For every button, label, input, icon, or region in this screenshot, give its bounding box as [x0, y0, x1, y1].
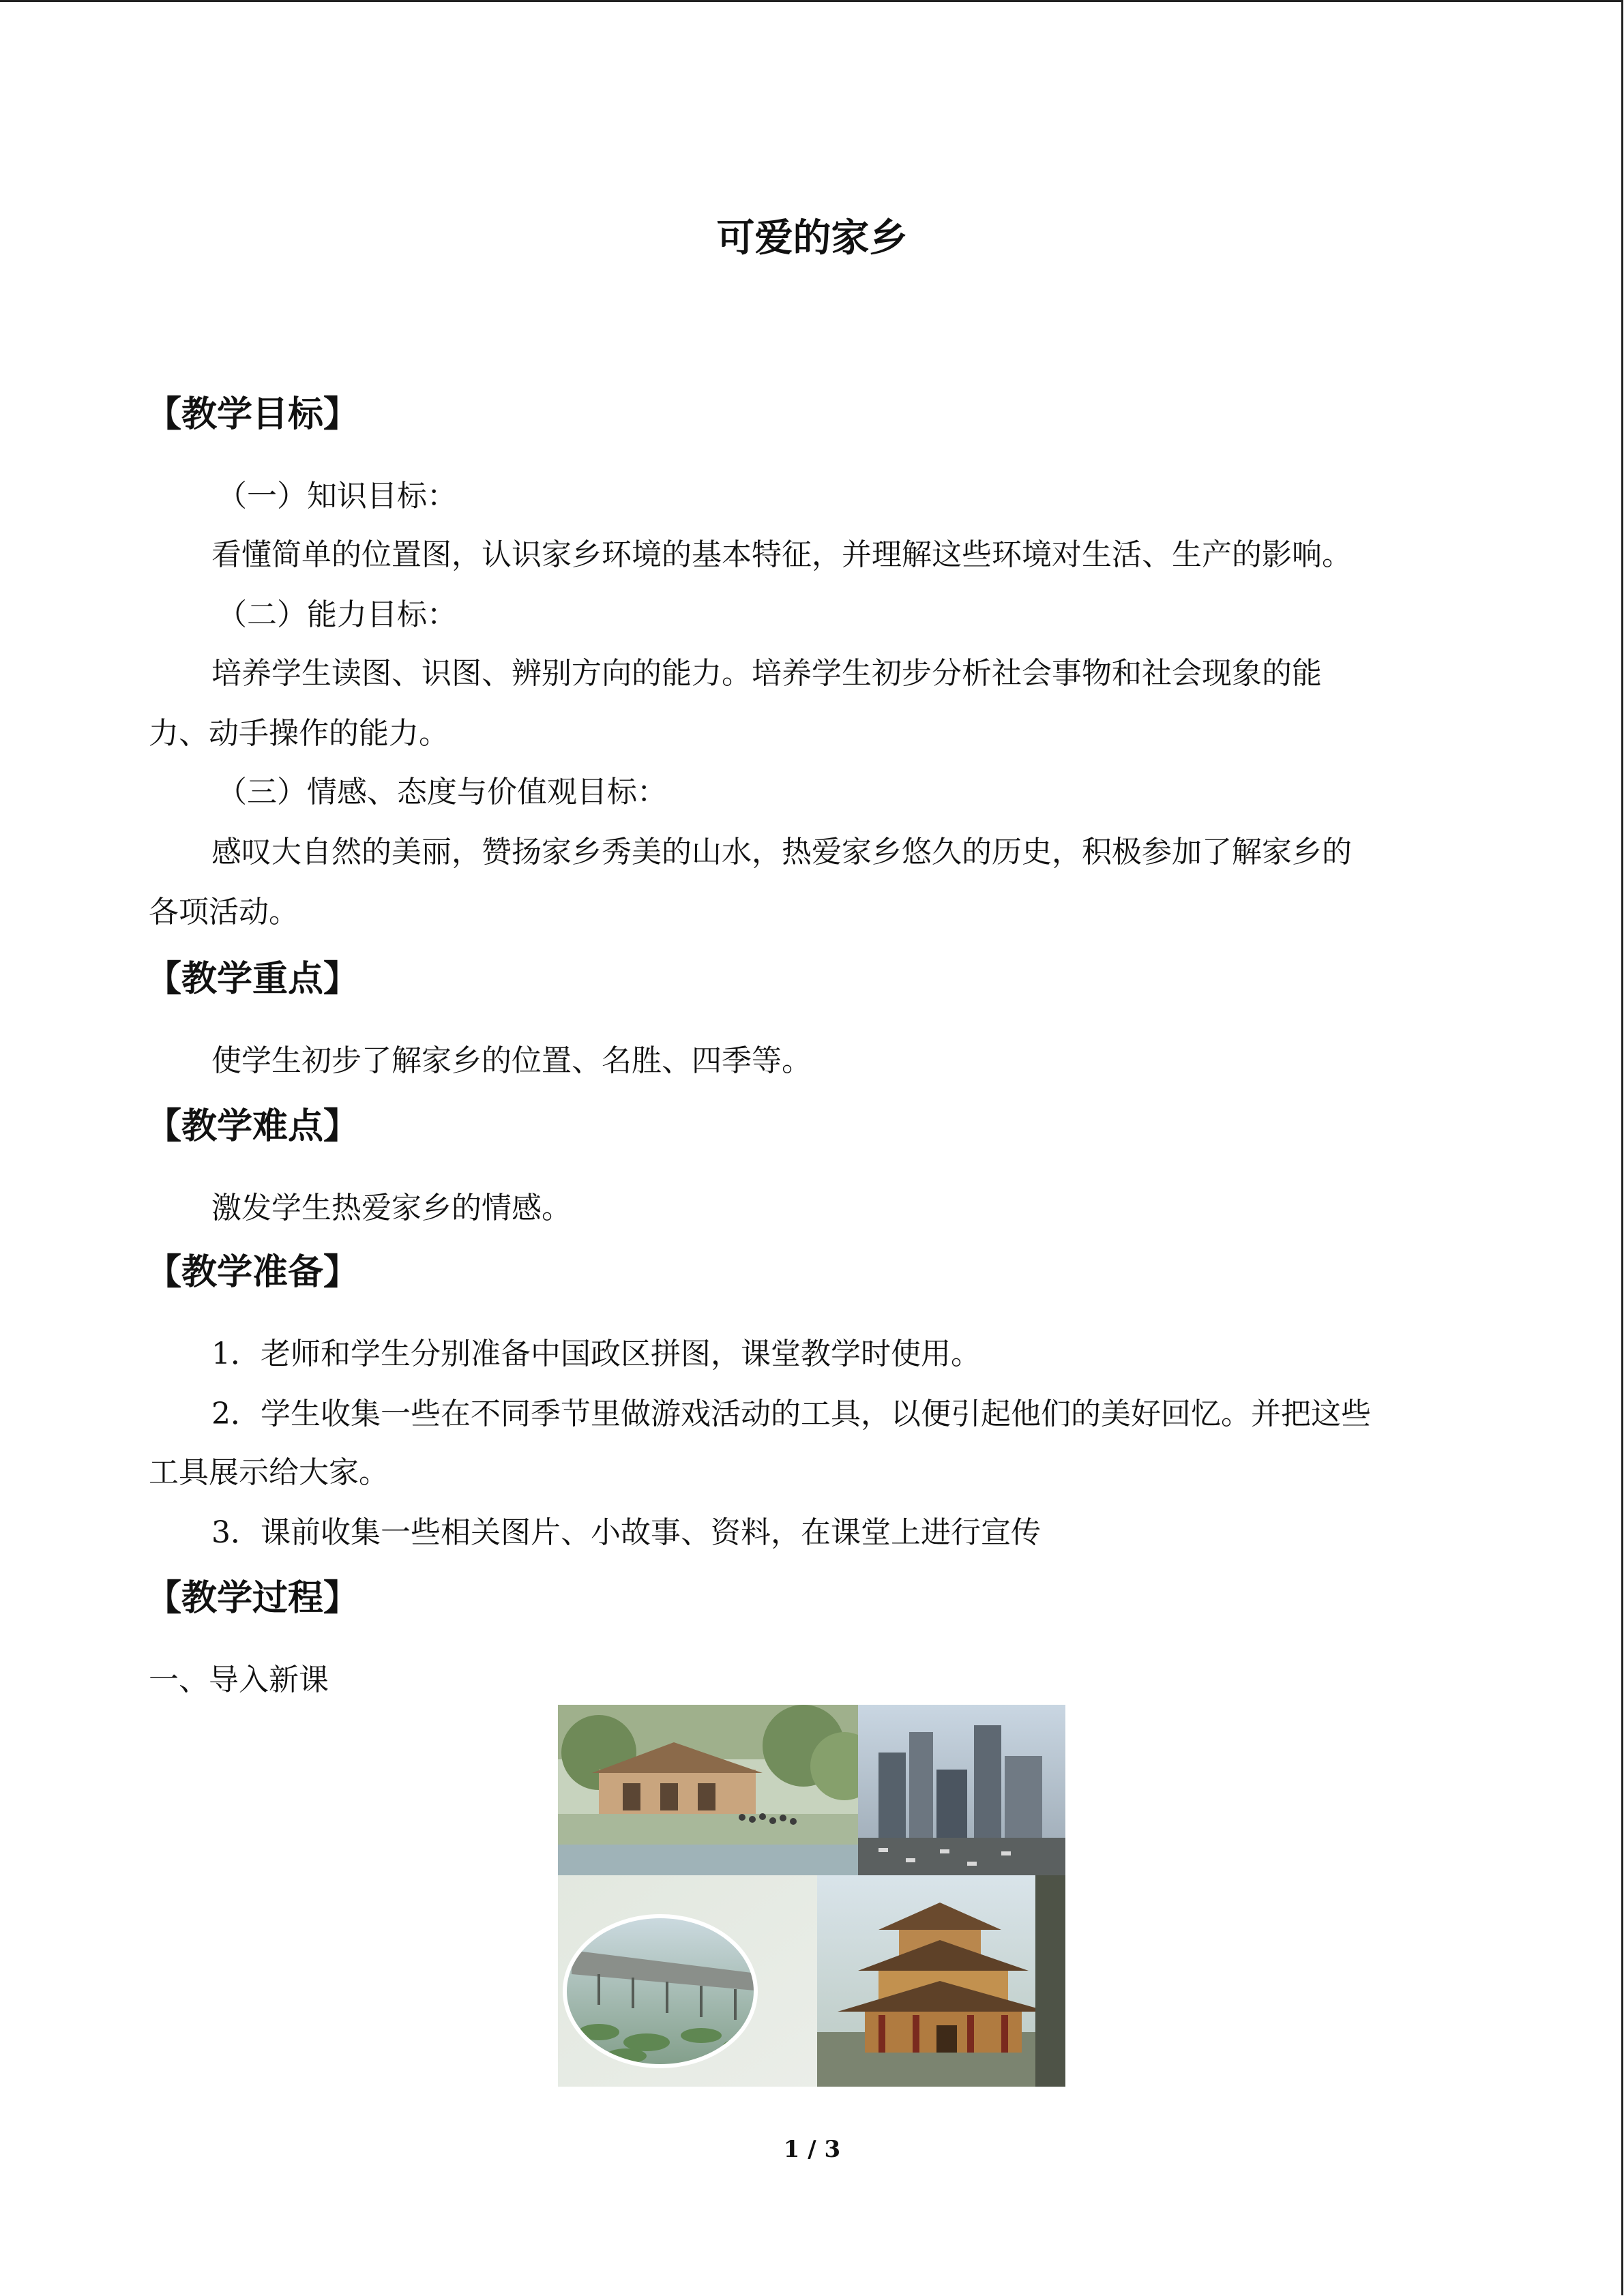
emotion-objective-text-line2: 各项活动。: [149, 895, 299, 929]
heading-preparation: 【教学准备】: [146, 1252, 359, 1293]
pavilion-photo: [817, 1875, 1065, 2087]
heading-objectives: 【教学目标】: [146, 394, 359, 435]
collage-illustration: [558, 1705, 1065, 2087]
preparation-item-3: 3．课前收集一些相关图片、小故事、资料，在课堂上进行宣传: [211, 1515, 1041, 1550]
preparation-item-2-line2: 工具展示给大家。: [149, 1455, 389, 1490]
process-step-1: 一、导入新课: [149, 1663, 329, 1697]
city-skyline-photo: [858, 1705, 1065, 1879]
emotion-objective-label: （三）情感、态度与价值观目标：: [217, 775, 667, 809]
difficulties-text: 激发学生热爱家乡的情感。: [211, 1191, 572, 1225]
knowledge-objective-text: 看懂简单的位置图，认识家乡环境的基本特征，并理解这些环境对生活、生产的影响。: [211, 537, 1352, 572]
page-number: 1 / 3: [783, 2136, 841, 2163]
heading-difficulties: 【教学难点】: [146, 1106, 359, 1147]
village-house-photo: [558, 1705, 879, 1875]
key-points-text: 使学生初步了解家乡的位置、名胜、四季等。: [211, 1043, 812, 1078]
hometown-photo-collage: [558, 1705, 1065, 2087]
heading-process: 【教学过程】: [146, 1578, 359, 1619]
preparation-item-2-line1: 2．学生收集一些在不同季节里做游戏活动的工具，以便引起他们的美好回忆。并把这些: [211, 1397, 1371, 1431]
document-title: 可爱的家乡: [716, 216, 908, 260]
emotion-objective-text-line1: 感叹大自然的美丽，赞扬家乡秀美的山水，热爱家乡悠久的历史，积极参加了解家乡的: [211, 835, 1352, 869]
knowledge-objective-label: （一）知识目标：: [217, 479, 457, 513]
heading-key-points: 【教学重点】: [146, 959, 359, 1000]
ability-objective-label: （二）能力目标：: [217, 597, 457, 632]
ability-objective-text-line1: 培养学生读图、识图、辨别方向的能力。培养学生初步分析社会事物和社会现象的能: [211, 656, 1322, 691]
preparation-item-1: 1．老师和学生分别准备中国政区拼图，课堂教学时使用。: [211, 1337, 981, 1371]
ability-objective-text-line2: 力、动手操作的能力。: [149, 716, 449, 751]
